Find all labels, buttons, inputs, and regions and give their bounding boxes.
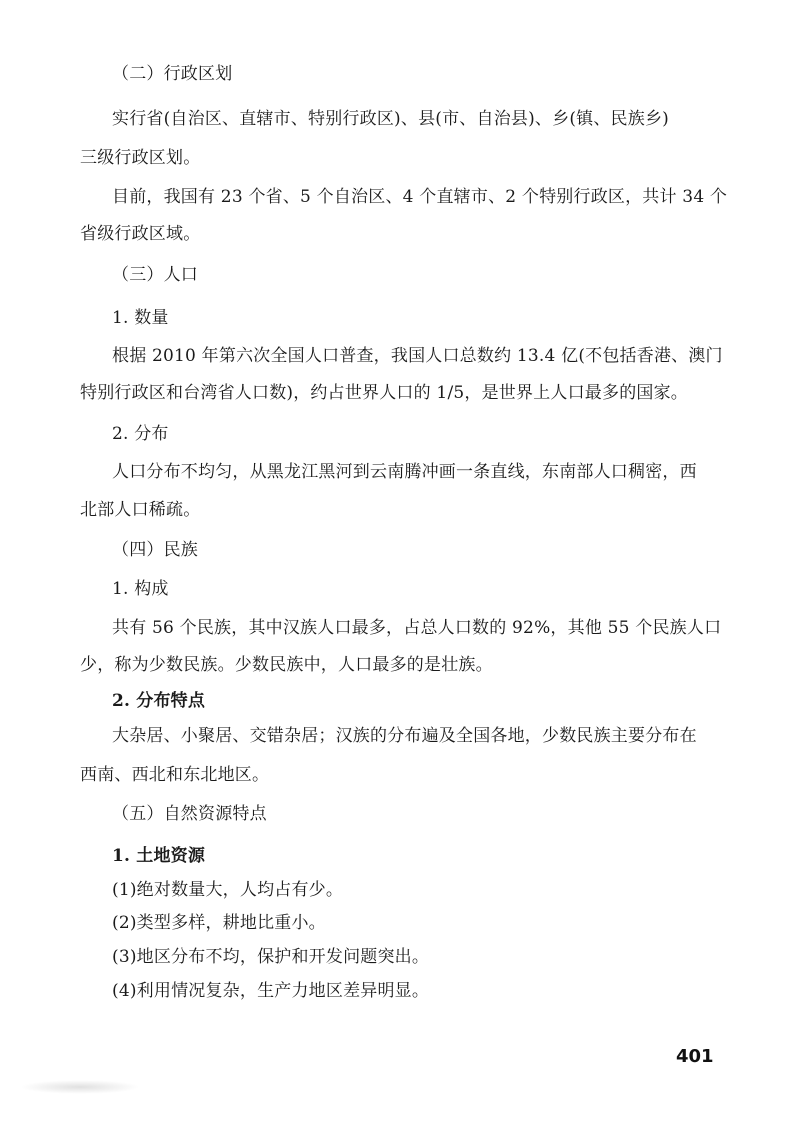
paragraph-line: 省级行政区域。 (80, 224, 201, 244)
paragraph-line: 西南、西北和东北地区。 (80, 765, 270, 785)
paragraph-line: 大杂居、小聚居、交错杂居；汉族的分布遍及全国各地，少数民族主要分布在 (112, 726, 697, 746)
subheading: 2. 分布 (112, 424, 169, 444)
subheading: 2. 分布特点 (112, 691, 206, 711)
paragraph-line: 人口分布不均匀，从黑龙江黑河到云南腾冲画一条直线，东南部人口稠密，西 (112, 462, 697, 482)
list-item: (2)类型多样，耕地比重小。 (112, 913, 326, 933)
paragraph-line: 少，称为少数民族。少数民族中，人口最多的是壮族。 (80, 655, 493, 675)
section-heading-population: （三）人口 (112, 265, 198, 285)
list-item: (3)地区分布不均，保护和开发问题突出。 (112, 947, 430, 967)
subheading: 1. 构成 (112, 579, 169, 599)
paragraph-line: 共有 56 个民族，其中汉族人口最多，占总人口数的 92%，其他 55 个民族人口 (112, 618, 722, 638)
paragraph-line: 北部人口稀疏。 (80, 500, 201, 520)
list-item: (1)绝对数量大，人均占有少。 (112, 880, 344, 900)
subheading: 1. 土地资源 (112, 846, 206, 866)
paragraph-line: 根据 2010 年第六次全国人口普查，我国人口总数约 13.4 亿(不包括香港、澳门 (112, 346, 723, 366)
page-number: 401 (676, 1046, 714, 1067)
paragraph-line: 目前，我国有 23 个省、5 个自治区、4 个直辖市、2 个特别行政区，共计 34 个 (112, 187, 728, 207)
section-heading-ethnic: （四）民族 (112, 540, 198, 560)
paragraph-line: 实行省(自治区、直辖市、特别行政区)、县(市、自治县)、乡(镇、民族乡) (112, 109, 669, 129)
paragraph-line: 三级行政区划。 (80, 148, 201, 168)
scan-smudge (20, 1080, 140, 1094)
paragraph-line: 特别行政区和台湾省人口数)，约占世界人口的 1/5，是世界上人口最多的国家。 (80, 383, 688, 403)
list-item: (4)利用情况复杂，生产力地区差异明显。 (112, 981, 430, 1001)
section-heading-resources: （五）自然资源特点 (112, 804, 267, 824)
section-heading-admin: （二）行政区划 (112, 64, 233, 84)
subheading: 1. 数量 (112, 308, 169, 328)
